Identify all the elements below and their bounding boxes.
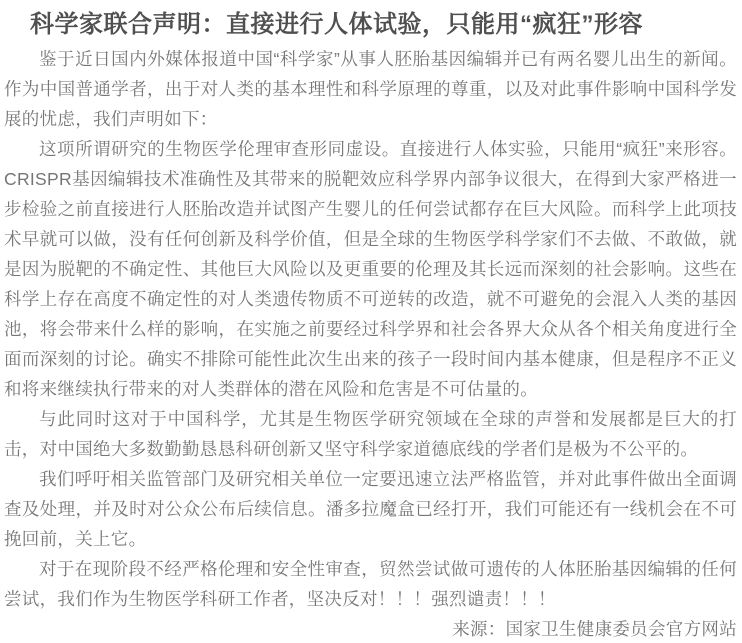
article-paragraph-intro: 鉴于近日国内外媒体报道中国“科学家”从事人胚胎基因编辑并已有两名婴儿出生的新闻。作为中国普通学者，出于对人类的基本理性和科学原理的尊重，以及对此事件影响中国科学发展的忧虑，我们声明如下： xyxy=(4,49,737,129)
source-attribution: 来源：国家卫生健康委员会官方网站 xyxy=(452,619,737,639)
article-paragraph-reputation: 与此同时这对于中国科学，尤其是生物医学研究领域在全球的声誉和发展都是巨大的打击，对中国绝大多数勤勤恳恳科研创新又坚守科学家道德底线的学者们是极为不公平的。 xyxy=(4,409,737,459)
article-paragraph-ethics: 这项所谓研究的生物医学伦理审查形同虚设。直接进行人体实验，只能用“疯狂”来形容。CRISPR基因编辑技术准确性及其带来的脱靶效应科学界内部争议很大，在得到大家严格进一步检验之前直接进行人胚胎改造并试图产生婴儿的任何尝试都存在巨大风险。而科学上此项技术早就可以做，没有任何创新及科学价值，但是全球的生物医学科学家们不去做、不敢做，就是因为脱靶的不确定性、其他巨大风险以及更重要的伦理及其长远而深刻的社会影响。这些在科学上存在高度不确定性的对人类遗传物质不可逆转的改造，就不可避免的会混入人类的基因池，将会带来什么样的影响，在实施之前要经过科学界和社会各界大众从各个相关角度进行全面而深刻的讨论。确实不排除可能性此次生出来的孩子一段时间内基本健康，但是程序不正义和将来继续执行带来的对人类群体的潜在风险和危害是不可估量的。 xyxy=(4,139,737,399)
article-paragraph-appeal: 我们呼吁相关监管部门及研究相关单位一定要迅速立法严格监管，并对此事件做出全面调查及处理，并及时对公众公布后续信息。潘多拉魔盒已经打开，我们可能还有一线机会在不可挽回前，关上它。 xyxy=(4,469,737,549)
page-title: 科学家联合声明：直接进行人体试验，只能用“疯狂”形容 xyxy=(30,11,643,38)
article-body xyxy=(4,44,737,614)
article-paragraph-condemn: 对于在现阶段不经严格伦理和安全性审查，贸然尝试做可遗传的人体胚胎基因编辑的任何尝试，我们作为生物医学科研工作者，坚决反对！！！强烈谴责！！！ xyxy=(4,559,737,609)
